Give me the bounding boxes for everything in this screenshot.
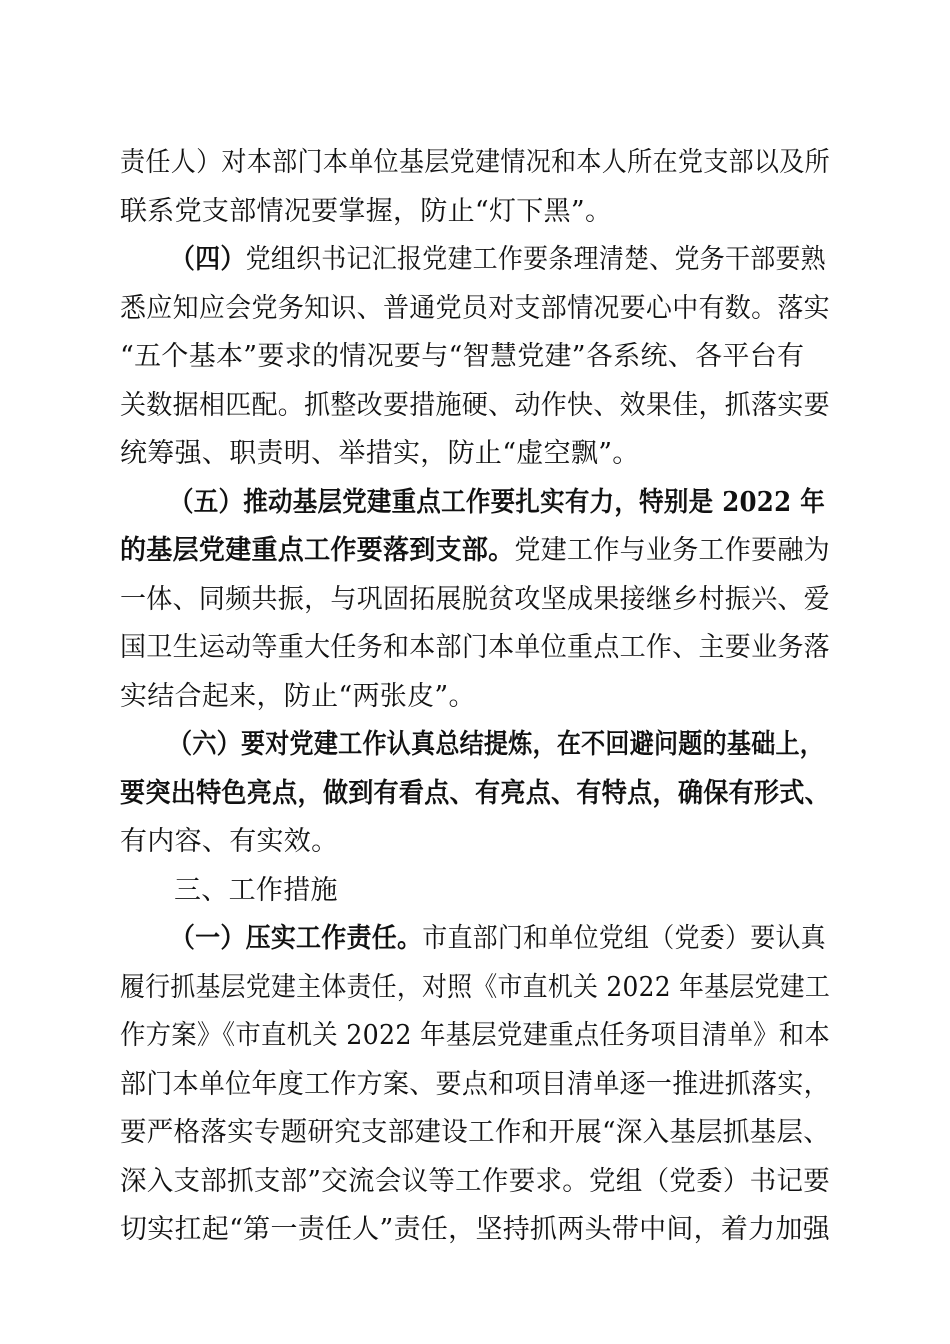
text-line (120, 430, 830, 479)
paragraph-lead: （五） (168, 486, 244, 518)
paragraph-text: 责任人）对本部门本单位基层党建情况和本人所在党支部以及所 (120, 147, 830, 178)
text-line (120, 1061, 830, 1110)
paragraph-text: 党建工作与业务工作要融为 (514, 535, 830, 566)
paragraph-text: 悉应知应会党务知识、普通党员对支部情况要心中有数。落实 (120, 292, 830, 324)
paragraph-text: 国卫生运动等重大任务和本部门本单位重点工作、主要业务落 (120, 632, 830, 663)
text-line (120, 1206, 829, 1255)
text-line (120, 770, 830, 819)
text-line (120, 576, 830, 625)
paragraph-lead: （四） (169, 244, 246, 275)
bold-text: 的基层党建重点工作要落到支部。 (120, 535, 515, 566)
document-body (120, 139, 830, 1255)
text-line (120, 527, 830, 576)
text-line (120, 188, 830, 237)
text-line (120, 721, 825, 770)
paragraph-text: 切实扛起“第一责任人”责任，坚持抓两头带中间，着力加强 (120, 1214, 831, 1245)
text-line (120, 333, 830, 382)
paragraph-text: 一体、同频共振，与巩固拓展脱贫攻坚成果接继乡村振兴、爱 (120, 583, 830, 615)
section-heading (120, 867, 830, 916)
paragraph-text: 市直部门和单位党组（党委）要认真 (422, 923, 826, 954)
text-line (120, 1158, 831, 1207)
text-line (120, 139, 830, 188)
text-line (120, 624, 830, 673)
text-line (120, 285, 830, 334)
text-line (120, 1012, 830, 1061)
paragraph-text: 实结合起来，防止“两张皮”。 (120, 680, 476, 712)
paragraph-text: 统筹强、职责明、举措实，防止“虚空飘”。 (120, 438, 640, 469)
paragraph-text: 关数据相匹配。抓整改要措施硬、动作快、效果佳，抓落实要 (120, 389, 830, 421)
paragraph-text: 作方案》《市直机关 2022 年基层党建重点任务项目清单》和本 (120, 1020, 830, 1051)
paragraph-text: 部门本单位年度工作方案、要点和项目清单逐一推进抓落实， (120, 1068, 830, 1100)
paragraph-lead: （六） (168, 729, 241, 760)
text-line (120, 964, 831, 1013)
text-line (120, 382, 830, 431)
text-line (120, 818, 830, 867)
section-heading-text: 三、工作措施 (174, 874, 338, 906)
paragraph-text: 联系党支部情况要掌握，防止“灯下黑”。 (120, 195, 613, 227)
bold-text: 推动基层党建重点工作要扎实有力，特别是 2022 年 (243, 486, 825, 518)
bold-text: 要对党建工作认真总结提炼，在不回避问题的基础上， (240, 729, 825, 760)
text-line (120, 236, 826, 285)
text-line (120, 1109, 831, 1158)
paragraph-text: 深入支部抓支部”交流会议等工作要求。党组（党委）书记要 (120, 1165, 831, 1197)
paragraph-text: 党组织书记汇报党建工作要条理清楚、党务干部要熟 (245, 244, 826, 275)
text-line (120, 915, 826, 964)
text-line (120, 673, 830, 722)
paragraph-lead: （一）压实工作责任。 (169, 923, 423, 954)
paragraph-text: 有内容、有实效。 (120, 826, 339, 857)
paragraph-text: 要严格落实专题研究支部建设工作和开展“深入基层抓基层、 (120, 1117, 831, 1148)
paragraph-text: 履行抓基层党建主体责任，对照《市直机关 2022 年基层党建工 (120, 971, 831, 1003)
bold-text: 要突出特色亮点，做到有看点、有亮点、有特点，确保有形式、 (120, 777, 830, 809)
text-line (120, 479, 825, 528)
paragraph-text: “五个基本”要求的情况要与“智慧党建”各系统、各平台有 (120, 341, 805, 372)
